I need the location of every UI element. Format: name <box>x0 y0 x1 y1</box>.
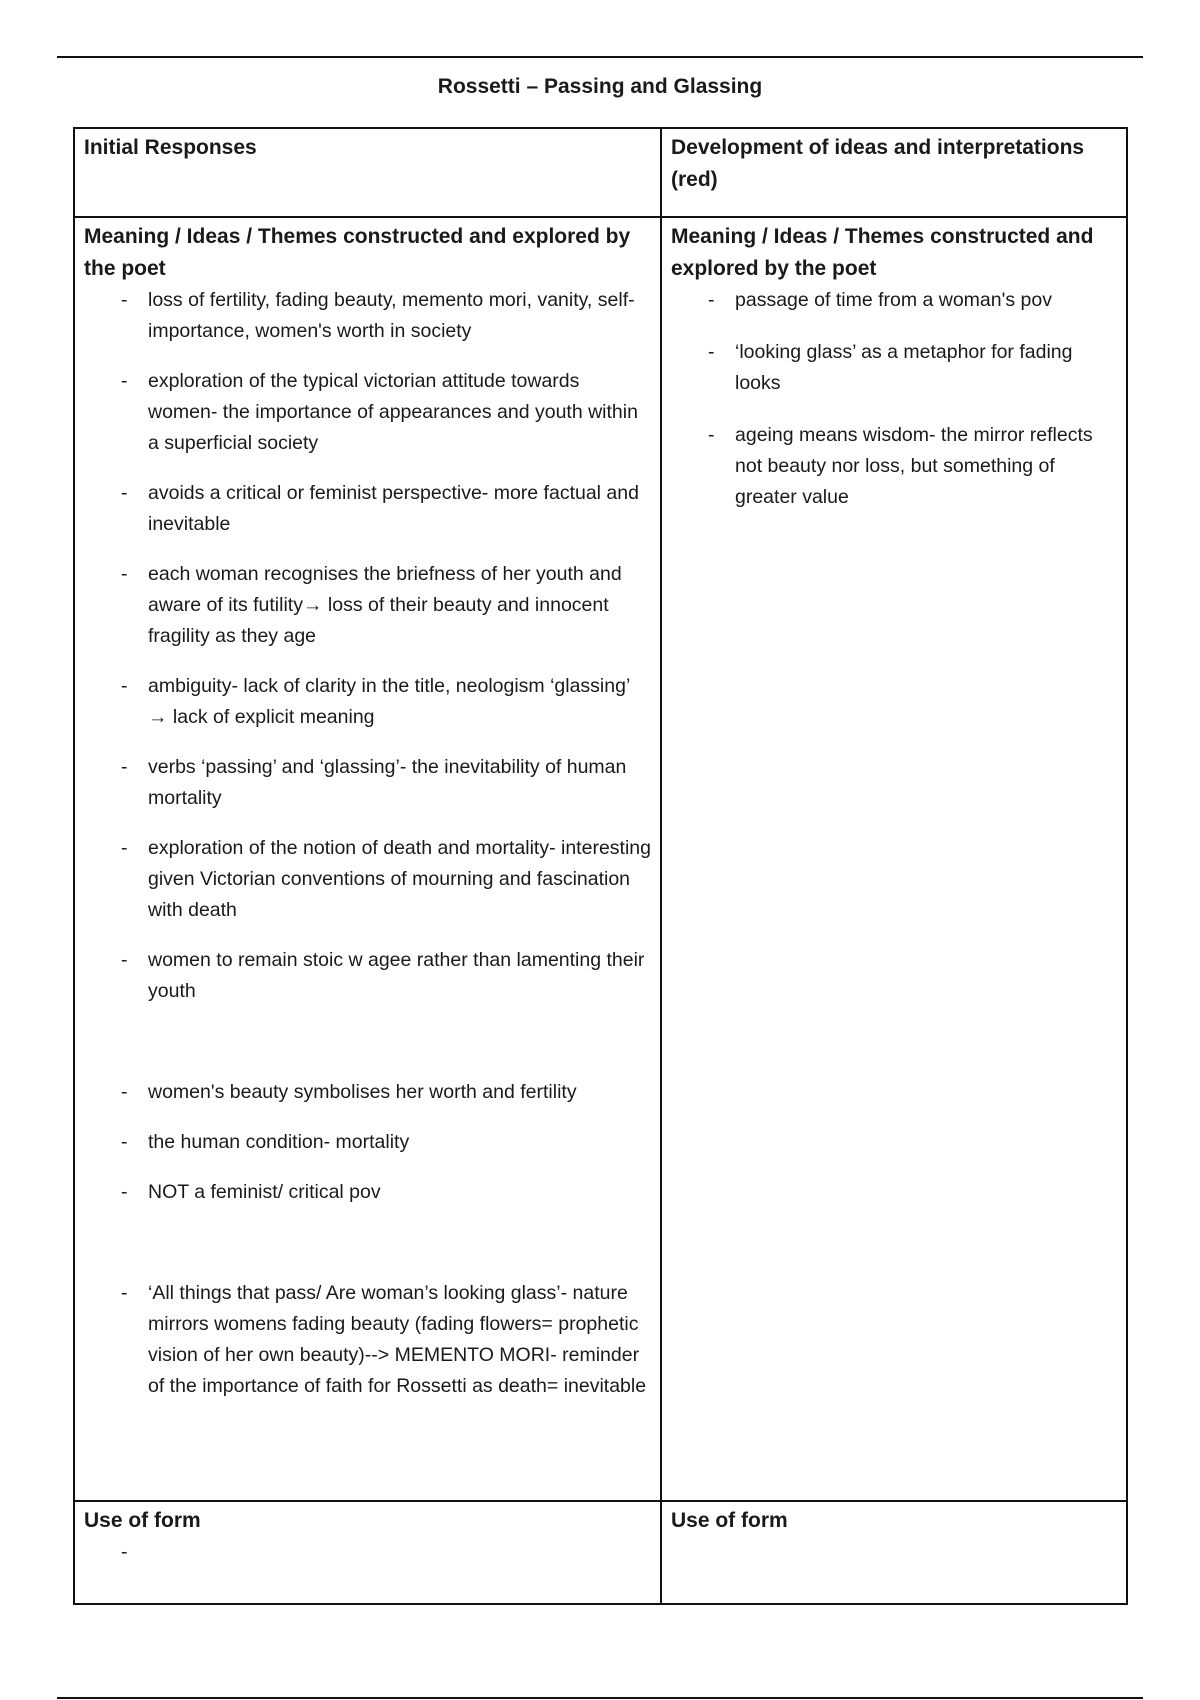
list-item: - exploration of the typical victorian attitude towards women- the importance of appearances and youth within a superficial society <box>75 366 660 459</box>
list-item: - NOT a feminist/ critical pov <box>75 1177 660 1208</box>
initial-responses-heading: Initial Responses <box>84 136 257 159</box>
header-row <box>74 128 1127 217</box>
form-heading-right: Use of form <box>671 1509 788 1532</box>
list-item: - loss of fertility, fading beauty, memento mori, vanity, self-importance, women's worth in society <box>75 285 660 347</box>
meaning-cell-right <box>661 217 1127 1501</box>
list-item: - ‘looking glass’ as a metaphor for fading looks <box>662 337 1126 399</box>
meaning-cell-left <box>74 217 661 1501</box>
list-item: - passage of time from a woman's pov <box>662 285 1126 316</box>
form-cell-right <box>661 1501 1127 1604</box>
initial-ideas-list <box>75 285 660 1402</box>
notes-table <box>73 127 1128 1605</box>
header-cell-left <box>74 128 661 217</box>
list-item: - avoids a critical or feminist perspective- more factual and inevitable <box>75 478 660 540</box>
list-item: - the human condition- mortality <box>75 1127 660 1158</box>
list-item: - ageing means wisdom- the mirror reflects not beauty nor loss, but something of greater value <box>662 420 1126 513</box>
list-item: - exploration of the notion of death and mortality- interesting given Victorian conventions of mourning and fascination with death <box>75 833 660 926</box>
list-item: - women to remain stoic w agee rather than lamenting their youth <box>75 945 660 1007</box>
header-cell-right <box>661 128 1127 217</box>
form-row <box>74 1501 1127 1604</box>
development-heading: Development of ideas and interpretations (red) <box>671 136 1085 191</box>
form-heading-left: Use of form <box>84 1509 201 1532</box>
meaning-heading-left: Meaning / Ideas / Themes constructed and explored by the poet <box>84 225 631 280</box>
meaning-heading-right: Meaning / Ideas / Themes constructed and explored by the poet <box>671 225 1094 280</box>
development-ideas-list <box>662 285 1126 513</box>
document-title: Rossetti – Passing and Glassing <box>437 75 763 98</box>
list-item: - each woman recognises the briefness of her youth and aware of its futility→ loss of their beauty and innocent fragility as they age <box>75 559 660 652</box>
list-item: - ambiguity- lack of clarity in the title, neologism ‘glassing’ → lack of explicit meaning <box>75 671 660 733</box>
list-item: - women's beauty symbolises her worth and fertility <box>75 1077 660 1108</box>
meaning-row <box>74 217 1127 1501</box>
form-cell-left <box>74 1501 661 1604</box>
list-item: - ‘All things that pass/ Are woman’s looking glass’- nature mirrors womens fading beauty (fading flowers= prophetic vision of her own beauty)--> MEMENTO MORI- reminder of the importance of faith for Rossetti as death= inevitable <box>75 1278 660 1402</box>
list-item: - verbs ‘passing’ and ‘glassing’- the inevitability of human mortality <box>75 752 660 814</box>
bottom-rule <box>57 1697 1143 1699</box>
top-rule <box>57 56 1143 58</box>
